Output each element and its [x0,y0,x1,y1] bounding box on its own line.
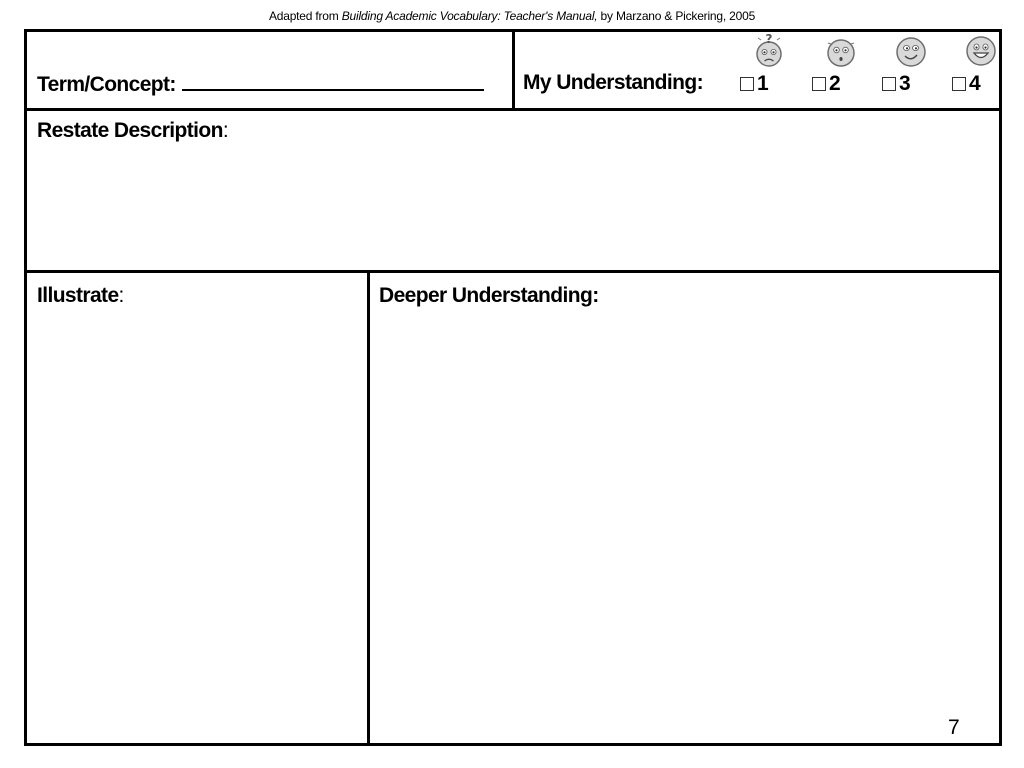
worksheet-frame [24,29,1002,746]
surprised-face-icon [824,34,858,68]
rating-3-number: 3 [899,72,911,95]
rating-2-number: 2 [829,72,841,95]
rating-1-number: 1 [757,72,769,95]
term-concept-label: Term/Concept: [37,73,176,96]
restate-description-area[interactable] [27,111,999,270]
attribution-suffix: by Marzano & Pickering, 2005 [597,9,756,23]
happy-face-icon [964,34,998,68]
attribution-book-title: Building Academic Vocabulary: Teacher's Manual, [341,9,598,23]
illustrate-area[interactable] [27,273,367,743]
rating-option-2[interactable] [812,34,872,96]
rating-1-control[interactable] [740,72,769,94]
rating-1-checkbox[interactable] [740,77,754,91]
content-face-icon [894,34,928,68]
illustrate-heading: Illustrate: [37,284,124,307]
svg-text:?: ? [765,34,773,46]
rating-4-number: 4 [969,72,981,95]
rating-2-control[interactable] [812,72,841,94]
attribution-line [0,9,1024,23]
term-concept-blank[interactable] [182,71,484,91]
rating-4-control[interactable] [952,72,981,94]
rating-option-3[interactable] [882,34,942,96]
term-concept-field[interactable] [37,71,484,97]
attribution-prefix: Adapted from [268,9,342,23]
page-number: 7 [948,716,960,739]
header-column-divider [512,32,515,108]
rating-3-checkbox[interactable] [882,77,896,91]
rating-4-checkbox[interactable] [952,77,966,91]
illustrate-label: Illustrate [37,284,119,307]
rating-2-checkbox[interactable] [812,77,826,91]
deeper-understanding-area[interactable] [370,273,999,743]
rating-3-control[interactable] [882,72,911,94]
rating-option-4[interactable] [952,34,1012,96]
rating-option-1[interactable] [740,34,800,96]
deeper-understanding-label: Deeper Understanding: [379,284,599,307]
restate-description-heading: Restate Description: [37,119,229,142]
confused-face-icon [752,34,786,68]
restate-description-label: Restate Description [37,119,223,142]
my-understanding-label: My Understanding: [523,71,703,94]
